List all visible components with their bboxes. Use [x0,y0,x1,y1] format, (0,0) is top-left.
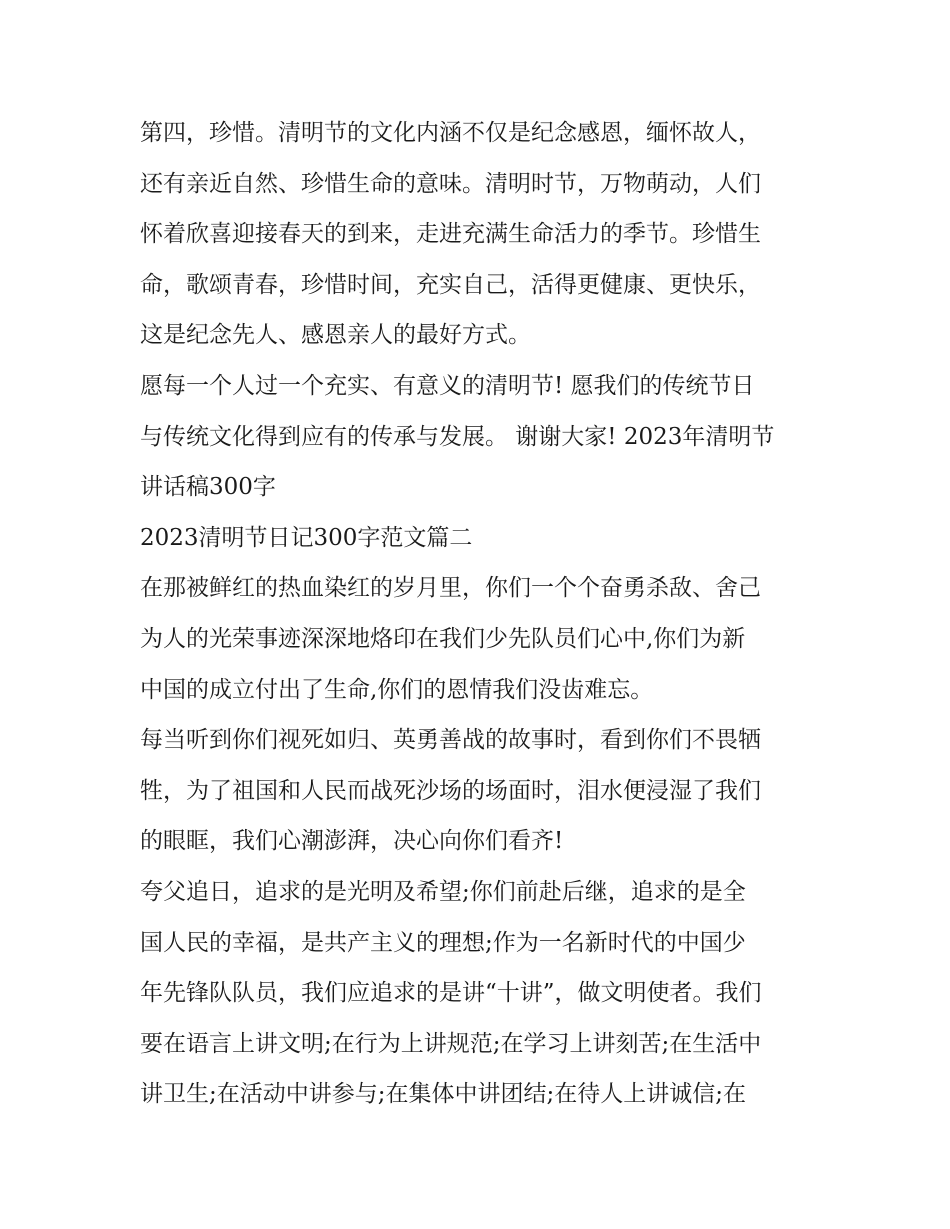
text-line: 为人的光荣事迹深深地烙印在我们少先队员们心中,你们为新 [140,625,746,652]
text-line: 与传统文化得到应有的传承与发展。 谢谢大家! 2023年清明节 [140,423,775,450]
text-line: 命，歌颂青春，珍惜时间，充实自己，活得更健康、更快乐， [140,271,761,298]
text-line: 这是纪念先人、感恩亲人的最好方式。 [140,322,531,349]
text-line: 在那被鲜红的热血染红的岁月里，你们一个个奋勇杀敌、舍己 [140,575,761,602]
body-text [140,108,820,1120]
text-line: 怀着欣喜迎接春天的到来，走进充满生命活力的季节。珍惜生 [140,221,761,248]
text-line: 愿每一个人过一个充实、有意义的清明节! 愿我们的传统节日 [140,372,755,399]
text-line: 的眼眶，我们心潮澎湃，决心向你们看齐! [140,828,564,855]
text-line: 夸父追日，追求的是光明及希望;你们前赴后继，追求的是全 [140,878,746,905]
text-line: 国人民的幸福，是共产主义的理想;作为一名新时代的中国少 [140,929,746,956]
text-line: 讲卫生;在活动中讲参与;在集体中讲团结;在待人上讲诚信;在 [140,1081,746,1108]
text-line: 年先锋队队员，我们应追求的是讲“十讲”，做文明使者。我们 [140,980,762,1007]
text-line: 还有亲近自然、珍惜生命的意味。清明时节，万物萌动，人们 [140,170,761,197]
text-line: 讲话稿300字 [140,474,276,501]
text-line: 第四，珍惜。清明节的文化内涵不仅是纪念感恩，缅怀故人， [140,120,761,146]
text-line: 中国的成立付出了生命,你们的恩情我们没齿难忘。 [140,676,654,703]
text-line: 牲，为了祖国和人民而战死沙场的场面时，泪水便浸湿了我们 [140,777,761,804]
text-line: 要在语言上讲文明;在行为上讲规范;在学习上讲刻苦;在生活中 [140,1030,762,1057]
section-heading: 2023清明节日记300字范文篇二 [140,524,473,551]
text-line: 每当听到你们视死如归、英勇善战的故事时，看到你们不畏牺 [140,727,761,754]
